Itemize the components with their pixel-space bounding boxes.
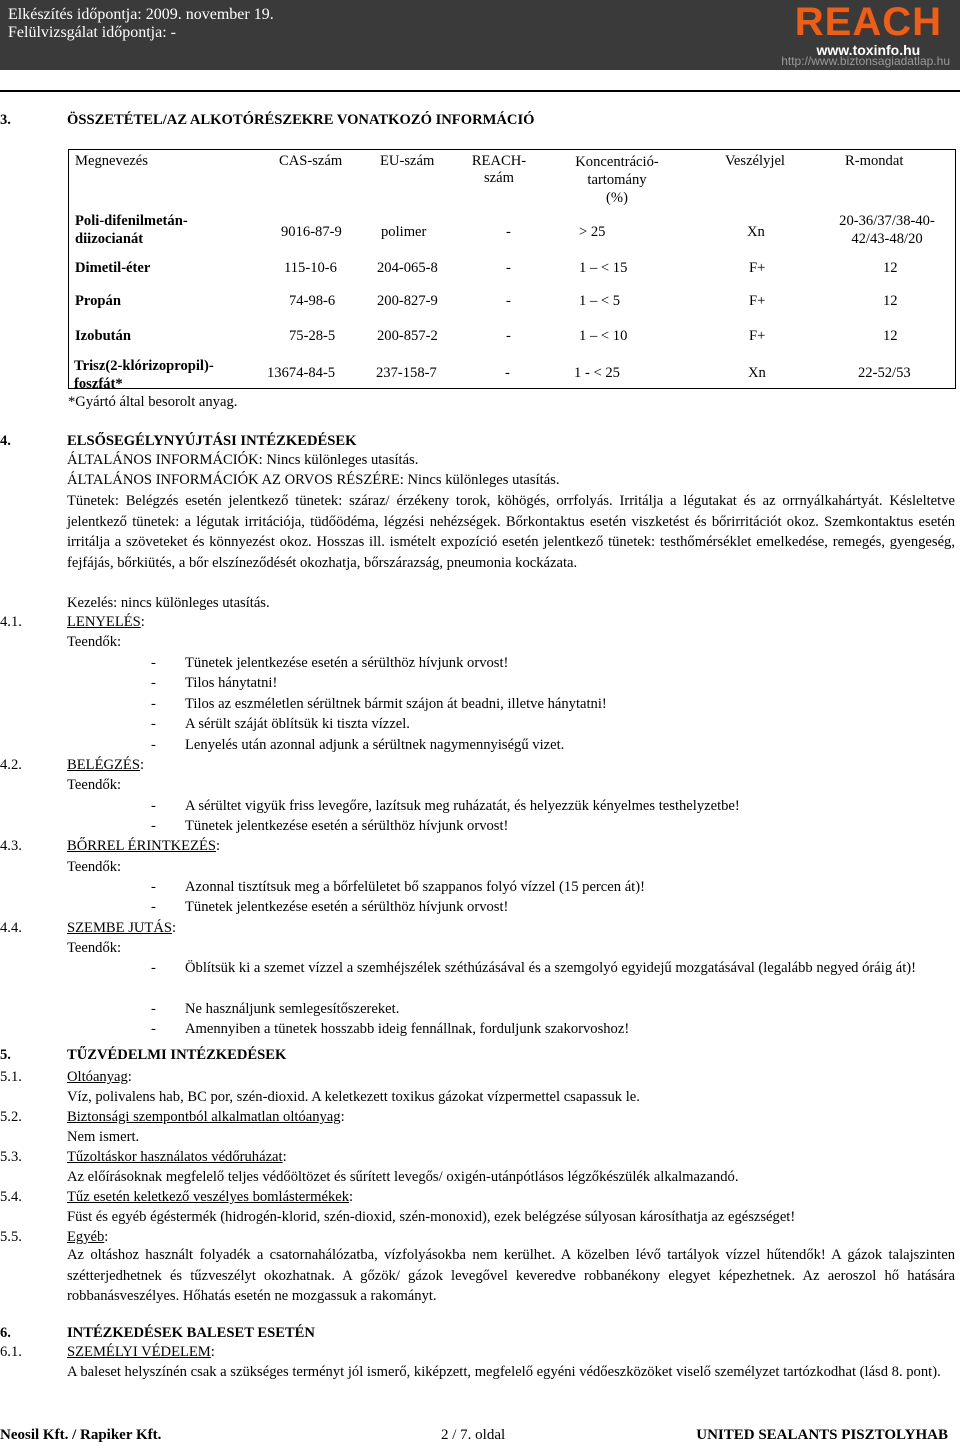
list-item-text: Tilos az eszméletlen sérültnek bármit szájon át beadni, illetve hánytatni!	[185, 696, 607, 712]
sub-4-1-number: 4.1.	[0, 614, 22, 630]
sub-6-1-text: A baleset helyszínén csak a szükséges terményt jól ismerő, kiképzett, megfelelő egyéni védőeszközöket viselő személyzet tartózkodhat (lásd 8. pont).	[67, 1364, 941, 1380]
row-symbol: F+	[749, 293, 766, 309]
reach-logo	[795, 2, 942, 58]
row-name: Dimetil-éter	[75, 260, 151, 276]
sub-4-3-title: BŐRREL ÉRINTKEZÉS	[67, 838, 217, 854]
symptoms-paragraph: Tünetek: Belégzés esetén jelentkező tünetek: száraz/ érzékeny torok, köhögés, orrfolyás. Irritálja a légutakat és az orrnyálkahártyát. Késleltetve jelentkező tünetek: a légutak irritációja, tüdőödéma, légzési nehézségek. Bőrkontaktus esetén viszketést és bőrirritációt okoz. Szemkontaktus esetén irritálja a szöveteket és könnyezést okoz. Hosszas ill. ismételt expozíció esetén jelentkező tünetek: testhőmérséklet emelkedése, remegés, gyengeség, fejfájás, bőrkiütés, a bőr elszíneződését okozhatja, bőrszárazság, pneumonia kockázata.	[67, 493, 955, 571]
section-5-title: TŰZVÉDELMI INTÉZKEDÉSEK	[67, 1047, 287, 1063]
list-dash: -	[151, 675, 156, 691]
row-r: 12	[883, 293, 898, 309]
col-conc-line2: tartomány	[587, 172, 647, 188]
row-eu: 237-158-7	[376, 365, 437, 381]
logo-title: REACH	[794, 0, 942, 44]
list-dash: -	[151, 798, 156, 814]
todo-label: Teendők:	[67, 634, 122, 650]
list-item-text: Ne használjunk semlegesítőszereket.	[185, 1001, 400, 1017]
row-eu: 200-857-2	[377, 328, 438, 344]
col-eu: EU-szám	[380, 153, 435, 169]
sub-6-1-heading: SZEMÉLYI VÉDELEM:	[67, 1344, 215, 1360]
row-cas: 74-98-6	[289, 293, 336, 309]
table-footnote: *Gyártó által besorolt anyag.	[68, 394, 238, 410]
row-reach: -	[506, 293, 511, 309]
footer-page-number: 2 / 7. oldal	[441, 1427, 506, 1443]
row-name-line1: Trisz(2-klórizopropil)-	[74, 358, 214, 374]
row-eu: polimer	[381, 224, 427, 240]
list-dash: -	[151, 716, 156, 732]
sub-4-3-number: 4.3.	[0, 838, 22, 854]
sub-4-2-number: 4.2.	[0, 757, 22, 773]
row-symbol: F+	[749, 328, 766, 344]
col-cas: CAS-szám	[279, 153, 343, 169]
list-item-text: Tünetek jelentkezése esetén a sérülthöz hívjunk orvost!	[185, 818, 509, 834]
row-r	[821, 212, 953, 248]
sub-5-2-heading: Biztonsági szempontból alkalmatlan oltóanyag:	[67, 1109, 345, 1125]
row-cas: 75-28-5	[289, 328, 336, 344]
row-r: 22-52/53	[858, 365, 911, 381]
sub-5-4-number: 5.4.	[0, 1189, 22, 1205]
row-symbol: F+	[749, 260, 766, 276]
col-symbol: Veszélyjel	[725, 153, 785, 169]
row-eu: 200-827-9	[377, 293, 438, 309]
list-item-text: Azonnal tisztítsuk meg a bőrfelületet bő szappanos folyó vízzel (15 percen át)!	[185, 879, 645, 895]
row-r-line2: 42/43-48/20	[851, 231, 923, 247]
list-dash: -	[151, 1001, 156, 1017]
row-symbol: Xn	[747, 224, 765, 240]
row-r-line1: 20-36/37/38-40-	[839, 213, 935, 229]
sub-5-5-heading: Egyéb:	[67, 1229, 109, 1245]
row-eu: 204-065-8	[377, 260, 438, 276]
sub-5-2-number: 5.2.	[0, 1109, 22, 1125]
col-conc-line3: (%)	[606, 190, 628, 206]
sub-5-3-title: Tűzoltáskor használatos védőruházat	[67, 1149, 283, 1165]
sub-5-1-title: Oltóanyag	[67, 1069, 128, 1085]
section-4-title: ELSŐSEGÉLYNYÚJTÁSI INTÉZKEDÉSEK	[67, 433, 357, 449]
list-item-text: Lenyelés után azonnal adjunk a sérültnek nagymennyiségű vizet.	[185, 737, 565, 753]
row-conc: 1 – < 15	[579, 260, 628, 276]
list-dash: -	[151, 696, 156, 712]
sub-4-2-heading: BELÉGZÉS:	[67, 757, 145, 773]
sub-4-3-heading: BŐRREL ÉRINTKEZÉS:	[67, 838, 221, 854]
sub-4-1-title: LENYELÉS	[67, 614, 141, 630]
list-dash: -	[151, 655, 156, 671]
sub-5-5-title: Egyéb	[67, 1229, 105, 1245]
section-4-number: 4.	[0, 433, 11, 449]
sub-5-5-number: 5.5.	[0, 1229, 22, 1245]
section-5-number: 5.	[0, 1047, 11, 1063]
section-6-number: 6.	[0, 1325, 11, 1341]
logo-website: www.toxinfo.hu	[816, 42, 921, 58]
col-reach	[471, 153, 527, 187]
list-item-text: Amennyiben a tünetek hosszabb ideig fennállnak, forduljunk szakorvoshoz!	[185, 1021, 630, 1037]
row-r: 12	[883, 260, 898, 276]
list-item-text: A sérültet vigyük friss levegőre, lazítsuk meg ruházatát, és helyezzük kényelmes testhelyzetbe!	[185, 798, 740, 814]
row-reach: -	[506, 224, 511, 240]
row-name-line2: diizocianát	[75, 231, 144, 247]
list-item-text: A sérült száját öblítsük ki tiszta vízzel.	[185, 716, 410, 732]
sub-5-2-title: Biztonsági szempontból alkalmatlan oltóanyag	[67, 1109, 341, 1125]
sub-4-4-number: 4.4.	[0, 920, 22, 936]
sub-5-4-text: Füst és egyéb égéstermék (hidrogén-klorid, szén-dioxid, szén-monoxid), ezek belégzése súlyosan károsíthatja az egészséget!	[67, 1209, 796, 1225]
list-dash: -	[151, 879, 156, 895]
row-cas: 115-10-6	[284, 260, 337, 276]
sub-5-3-number: 5.3.	[0, 1149, 22, 1165]
section-3-title: ÖSSZETÉTEL/AZ ALKOTÓRÉSZEKRE VONATKOZÓ INFORMÁCIÓ	[67, 112, 535, 128]
row-conc: 1 – < 10	[579, 328, 628, 344]
footer-product: UNITED SEALANTS PISZTOLYHAB	[696, 1427, 948, 1443]
sub-5-3-text: Az előírásoknak megfelelő teljes védőöltözet és sűrített levegős/ oxigén-utánpótlásos légzőkészülék alkalmazandó.	[67, 1169, 739, 1185]
row-symbol: Xn	[748, 365, 766, 381]
sub-6-1-title: SZEMÉLYI VÉDELEM	[67, 1344, 211, 1360]
row-conc: > 25	[579, 224, 606, 240]
list-dash: -	[151, 737, 156, 753]
list-dash: -	[151, 1021, 156, 1037]
list-item-text: Tünetek jelentkezése esetén a sérülthöz hívjunk orvost!	[185, 899, 509, 915]
sub-5-5-text: Az oltáshoz használt folyadék a csatornahálózatba, vízfolyásokba nem kerülhet. A közelben lévő tartályok vízzel hűtendők! A gázok talajszinten szétterjedhetnek és tűzveszélyt okozhatnak. A gőzök/ gázok levegővel keveredve robbanékony elegyet képezhetnek. Az aeroszol hő hatására robbanásveszélyes. Hőhatás esetén ne mozgassuk a rakományt.	[67, 1247, 955, 1304]
header-bar	[0, 0, 960, 70]
todo-label: Teendők:	[67, 859, 122, 875]
section-3-number: 3.	[0, 112, 11, 128]
source-url[interactable]: http://www.biztonsagiadatlap.hu	[781, 54, 950, 68]
row-r: 12	[883, 328, 898, 344]
sub-5-1-heading: Oltóanyag:	[67, 1069, 132, 1085]
row-name: Izobután	[75, 328, 131, 344]
row-cas: 9016-87-9	[281, 224, 342, 240]
composition-table	[68, 149, 956, 389]
row-name-line1: Poli-difenilmetán-	[75, 213, 188, 229]
sub-4-1-heading: LENYELÉS:	[67, 614, 145, 630]
col-conc-line1: Koncentráció-	[575, 154, 659, 170]
col-concentration	[567, 153, 667, 207]
row-name	[75, 212, 188, 248]
revision-date: Felülvizsgálat időpontja: -	[8, 24, 176, 41]
list-dash: -	[151, 818, 156, 834]
sub-4-4-title: SZEMBE JUTÁS	[67, 920, 173, 936]
section-6-title: INTÉZKEDÉSEK BALESET ESETÉN	[67, 1325, 315, 1341]
col-reach-line1: REACH-	[471, 153, 527, 169]
sub-5-1-number: 5.1.	[0, 1069, 22, 1085]
footer-company: Neosil Kft. / Rapiker Kft.	[0, 1427, 162, 1443]
header-divider	[0, 90, 960, 92]
sub-4-4-heading: SZEMBE JUTÁS:	[67, 920, 177, 936]
sub-6-1-number: 6.1.	[0, 1344, 22, 1360]
row-name	[74, 357, 214, 393]
row-name: Propán	[75, 293, 121, 309]
list-item-text: Tünetek jelentkezése esetén a sérülthöz hívjunk orvost!	[185, 655, 509, 671]
sub-5-1-text: Víz, polivalens hab, BC por, szén-dioxid. A keletkezett toxikus gázokat vízpermettel csapassuk le.	[67, 1089, 640, 1105]
doctor-info: ÁLTALÁNOS INFORMÁCIÓK AZ ORVOS RÉSZÉRE: Nincs különleges utasítás.	[67, 472, 560, 488]
col-reach-line2: szám	[484, 170, 514, 186]
row-reach: -	[506, 260, 511, 276]
todo-label: Teendők:	[67, 940, 122, 956]
row-conc: 1 – < 5	[579, 293, 621, 309]
sub-5-4-heading: Tűz esetén keletkező veszélyes bomlástermékek:	[67, 1189, 354, 1205]
row-reach: -	[506, 328, 511, 344]
row-reach: -	[505, 365, 510, 381]
sub-5-4-title: Tűz esetén keletkező veszélyes bomlástermékek	[67, 1189, 350, 1205]
list-item-text: Öblítsük ki a szemet vízzel a szemhéjszélek széthúzásával és a szemgolyó egyidejű mozgatásával (legalább negyed óráig át)!	[185, 960, 917, 976]
list-dash: -	[151, 899, 156, 915]
todo-label: Teendők:	[67, 777, 122, 793]
created-date: Elkészítés időpontja: 2009. november 19.	[8, 6, 274, 23]
sub-4-2-title: BELÉGZÉS	[67, 757, 140, 773]
sub-5-2-text: Nem ismert.	[67, 1129, 140, 1145]
general-info: ÁLTALÁNOS INFORMÁCIÓK: Nincs különleges utasítás.	[67, 452, 419, 468]
list-dash: -	[151, 960, 156, 976]
row-cas: 13674-84-5	[267, 365, 336, 381]
sub-5-3-heading: Tűzoltáskor használatos védőruházat:	[67, 1149, 287, 1165]
row-name-line2: foszfát*	[74, 376, 123, 392]
treatment-text: Kezelés: nincs különleges utasítás.	[67, 595, 270, 611]
col-name: Megnevezés	[75, 153, 148, 169]
row-conc: 1 - < 25	[574, 365, 620, 381]
col-r-phrase: R-mondat	[845, 153, 904, 169]
list-item-text: Tilos hánytatni!	[185, 675, 278, 691]
